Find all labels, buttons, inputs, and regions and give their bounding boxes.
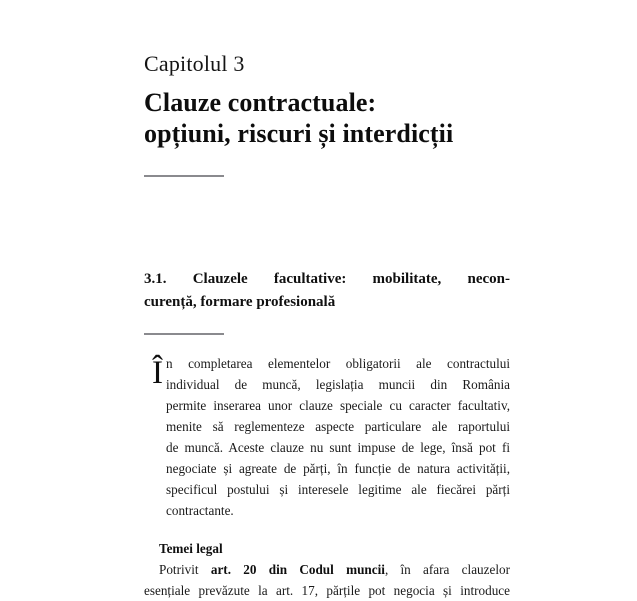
- paragraph-line: menite să reglementeze aspecte particulare ale raportului: [166, 419, 510, 434]
- paragraph-line: de muncă. Aceste clauze nu sunt impuse de lege, însă pot fi: [166, 440, 510, 455]
- chapter-title: [144, 77, 510, 149]
- section-heading-line-1: 3.1. Clauzele facultative: mobilitate, necon-: [144, 271, 510, 287]
- subheading-temei-legal: Temei legal: [159, 541, 223, 556]
- paragraph-intro-lines: [166, 353, 510, 521]
- paragraph-line: negociate și agreate de părți, în funcție de natura activității,: [166, 461, 510, 476]
- legal-reference-bold: art. 20 din Codul muncii: [210, 562, 385, 577]
- paragraph-line: specificul postului și interesele legitime ale fiecărei părți: [166, 482, 510, 497]
- drop-cap: Î: [152, 355, 163, 391]
- chapter-title-line-1: Clauze contractuale:: [144, 88, 377, 117]
- chapter-title-line-2: opțiuni, riscuri și interdicții: [144, 119, 454, 148]
- section-heading-line-2: curență, formare profesională: [144, 294, 336, 310]
- body-text-block: [144, 335, 510, 601]
- paragraph-intro: [144, 353, 510, 521]
- section-heading: [144, 177, 510, 314]
- paragraph-line: contractante.: [166, 503, 234, 518]
- paragraph-temei-legal: [144, 559, 510, 601]
- page-content-column: [144, 0, 510, 601]
- paragraph-line: n completarea elementelor obligatorii ale contractului: [166, 356, 510, 371]
- paragraph-line: esențiale prevăzute la art. 17, părțile pot negocia și introduce: [144, 583, 510, 598]
- paragraph-line: permite inserarea unor clauze speciale cu caracter facultativ,: [166, 398, 510, 413]
- paragraph-line: [144, 559, 510, 580]
- paragraph-line: individual de muncă, legislația muncii din România: [166, 377, 510, 392]
- paragraph-text-suffix: , în afara clauzelor: [384, 562, 510, 577]
- paragraph-text-prefix: Potrivit: [159, 562, 211, 577]
- chapter-label: Capitolul 3: [144, 51, 245, 76]
